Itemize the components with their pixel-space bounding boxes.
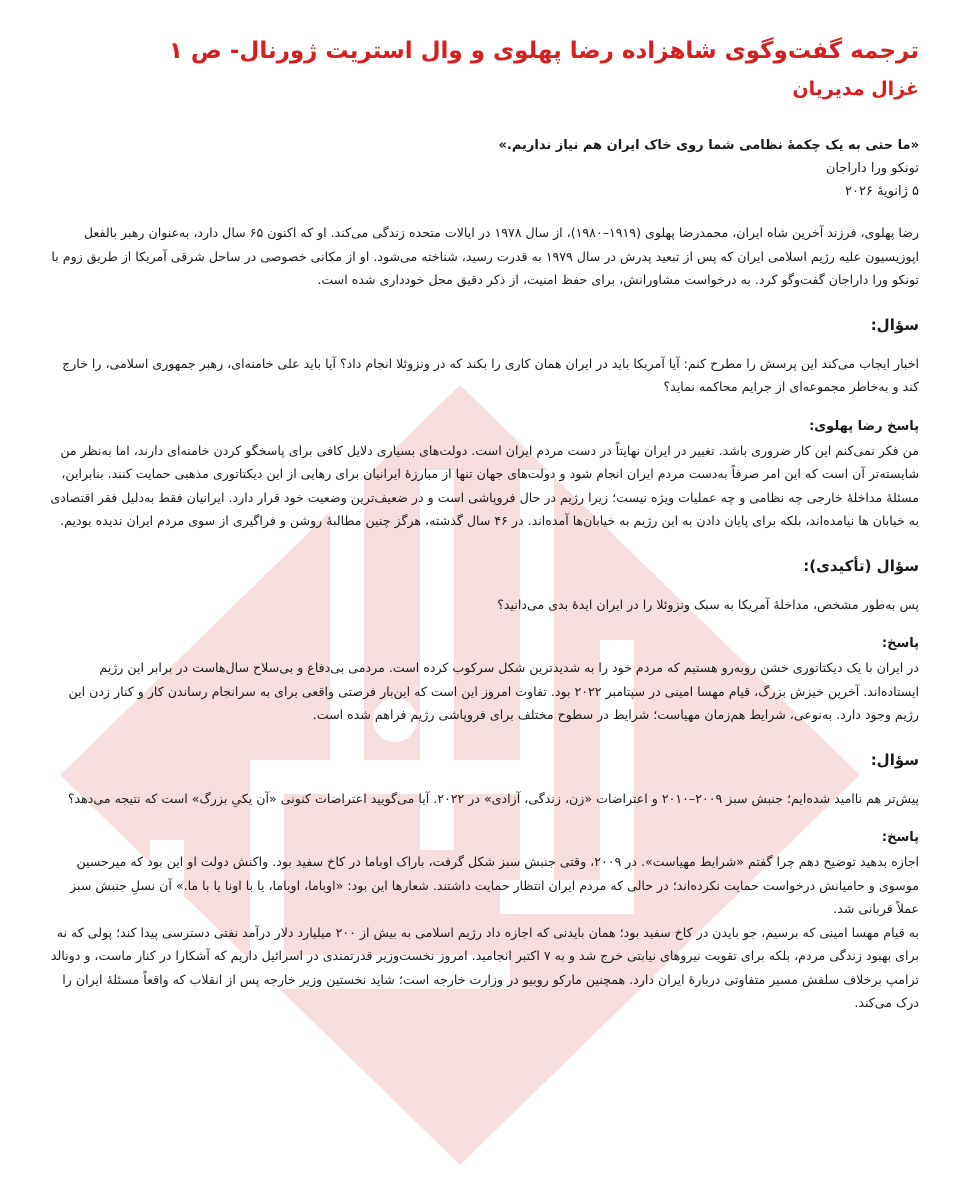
answer-label: پاسخ رضا پهلوی: [809, 418, 919, 434]
answer-label: پاسخ: [881, 830, 919, 845]
answer-text: اجازه بدهید توضیح دهم چرا گفتم «شرایط مهیاست». در ۲۰۰۹، وقتی جنبش سبز شکل گرفت، باراک اوباما در کاخ سفید بود. واکنش دولت او این بود که میرحسین موسوی و حامیانش درخواست حمایت نکرده‌اند؛ در حالی که مردم ایران انتظار حمایت داشتند. شعارها این بود: «اوباما، اوباما، یا با اونا یا با ما.» آن نسلِ جنبش سبز عملاً قربانی شد. [70, 854, 919, 916]
answer-text: در ایران با یک دیکتاتوری خشن روبه‌رو هستیم که مردم خود را به شدیدترین شکل سرکوب کرده است. مردمی بی‌دفاع و بی‌سلاح سال‌هاست در برابر این رژیم ایستاده‌اند. آخرین خیزش بزرگ، قیام مهسا امینی در سپتامبر ۲۰۲۲ بود. تفاوت امروز این است که این‌بار فرصتی واقعی برای به سرانجام رساندن کار و کنار زدن این رژیم وجود دارد. به‌نوعی، شرایط هم‌زمان مهیاست؛ شرایط در سطوح مختلف برای فروپاشی رژیم فراهم شده است. [68, 660, 919, 722]
question-text: پیش‌تر هم ناامید شده‌ایم؛ جنبش سبز ۲۰۰۹–۲۰۱۰ و اعتراضات «زن، زندگی، آزادی» در ۲۰۲۲. آیا می‌گویید اعتراضات کنونی «آن یکیِ بزرگ» است که نتیجه می‌دهد؟ [67, 790, 919, 806]
question-label: سؤال (تأکیدی): [803, 556, 919, 575]
qa-block-1 [48, 312, 919, 533]
answer-text-continued: به قیام مهسا امینی که برسیم، جو بایدن در کاخ سفید بود؛ همان بایدنی که اجازه داد رژیم اسلامی به بیش از ۲۰۰ میلیارد دلار درآمد نفتی دسترسی پیدا کند؛ پولی که نه برای بهبود زندگی مردم، بلکه برای تقویت نیروهای نیابتی خرج شد و به ۷ اکتبر انجامید. امروز نخست‌وزیر قدرتمندی در اسرائیل داریم که آشکارا در کنار ماست، و دونالد ترامپ برخلاف سلفش مسیر متفاوتی دربارهٔ ایران دارد. همچنین مارکو روبیو در وزارت خارجه است؛ شاید نخستین وزیر خارجه پس از انقلاب که واقعاً مسئلهٔ ایران را درک می‌کند. [50, 924, 919, 1010]
headline-quote: «ما حتی به یک چکمهٔ نظامی شما روی خاک ایران هم نیاز نداریم.» [498, 138, 919, 153]
qa-block-2 [48, 553, 919, 727]
question-text: پس به‌طور مشخص، مداخلهٔ آمریکا به سبک ونزوئلا را در ایران ایدهٔ بدی می‌دانید؟ [497, 596, 919, 612]
page-title: ترجمه گفت‌وگوی شاهزاده رضا پهلوی و وال استریت ژورنال- ص ۱ [168, 38, 919, 64]
author-name: غزال مدیریان [792, 78, 919, 100]
question-label: سؤال: [870, 315, 919, 334]
intro-paragraph: رضا پهلوی، فرزند آخرین شاه ایران، محمدرضا پهلوی (۱۹۱۹–۱۹۸۰)، از سال ۱۹۷۸ در ایالات متحده زندگی می‌کند. او که اکنون ۶۵ سال دارد، به‌عنوان رهبر بالفعل اپوزیسیون علیه رژیم اسلامی ایران که پس از تبعید پدرش در سال ۱۹۷۹ به قدرت رسید، شناخته می‌شود. او از مکانی خصوصی در ساحل شرقی آمریکا از طریق زوم با تونکو ورا داراجان گفت‌وگو کرد. به درخواست مشاورانش، برای حفظ امنیت، از ذکر دقیق محل خودداری شده است. [51, 225, 919, 287]
answer-label: پاسخ: [881, 636, 919, 651]
question-text: اخبار ایجاب می‌کند این پرسش را مطرح کنم: آیا آمریکا باید در ایران همان کاری را بکند که در ونزوئلا انجام داد؟ آیا باید علی خامنه‌ای، رهبر جمهوری اسلامی، را خارج کند و به‌خاطر مجموعه‌ای از جرایم محاکمه نماید؟ [62, 355, 919, 394]
qa-block-3 [48, 747, 919, 1015]
question-label: سؤال: [870, 750, 919, 769]
byline: تونکو ورا داراجان [825, 161, 919, 176]
publish-date: ۵ ژانویهٔ ۲۰۲۶ [845, 184, 919, 199]
answer-text: من فکر نمی‌کنم این کار ضروری باشد. تغییر در ایران نهایتاً در دست مردم ایران است. دولت‌های بسیاری دلایل کافی برای پاسخگو کردن خامنه‌ای دارند، اما به‌نظر من شایسته‌تر آن است که این امر صرفاً به‌دست مردم ایران انجام شود و دولت‌های جهان تنها از مبارزهٔ ایرانیان برای رهایی از این دیکتاتوری مذهبی حمایت کنند. بنابراین، مسئلهٔ مداخلهٔ خارجی چه نظامی و چه عملیات ویژه نیست؛ زیرا رژیم در حال فروپاشی است و در ضعیف‌ترین وضعیت خود قرار دارد. ایرانیان فقط به‌دلیل فقر اقتصادی به خیابان ها نیامده‌اند، بلکه برای پایان دادن به این رژیم به خیابان‌ها آمده‌اند. در ۴۶ سال گذشته، هرگز چنین مطالبهٔ روشن و فراگیری از سوی مردم ایران ندیده بودیم. [50, 442, 919, 528]
article-meta [48, 134, 919, 203]
